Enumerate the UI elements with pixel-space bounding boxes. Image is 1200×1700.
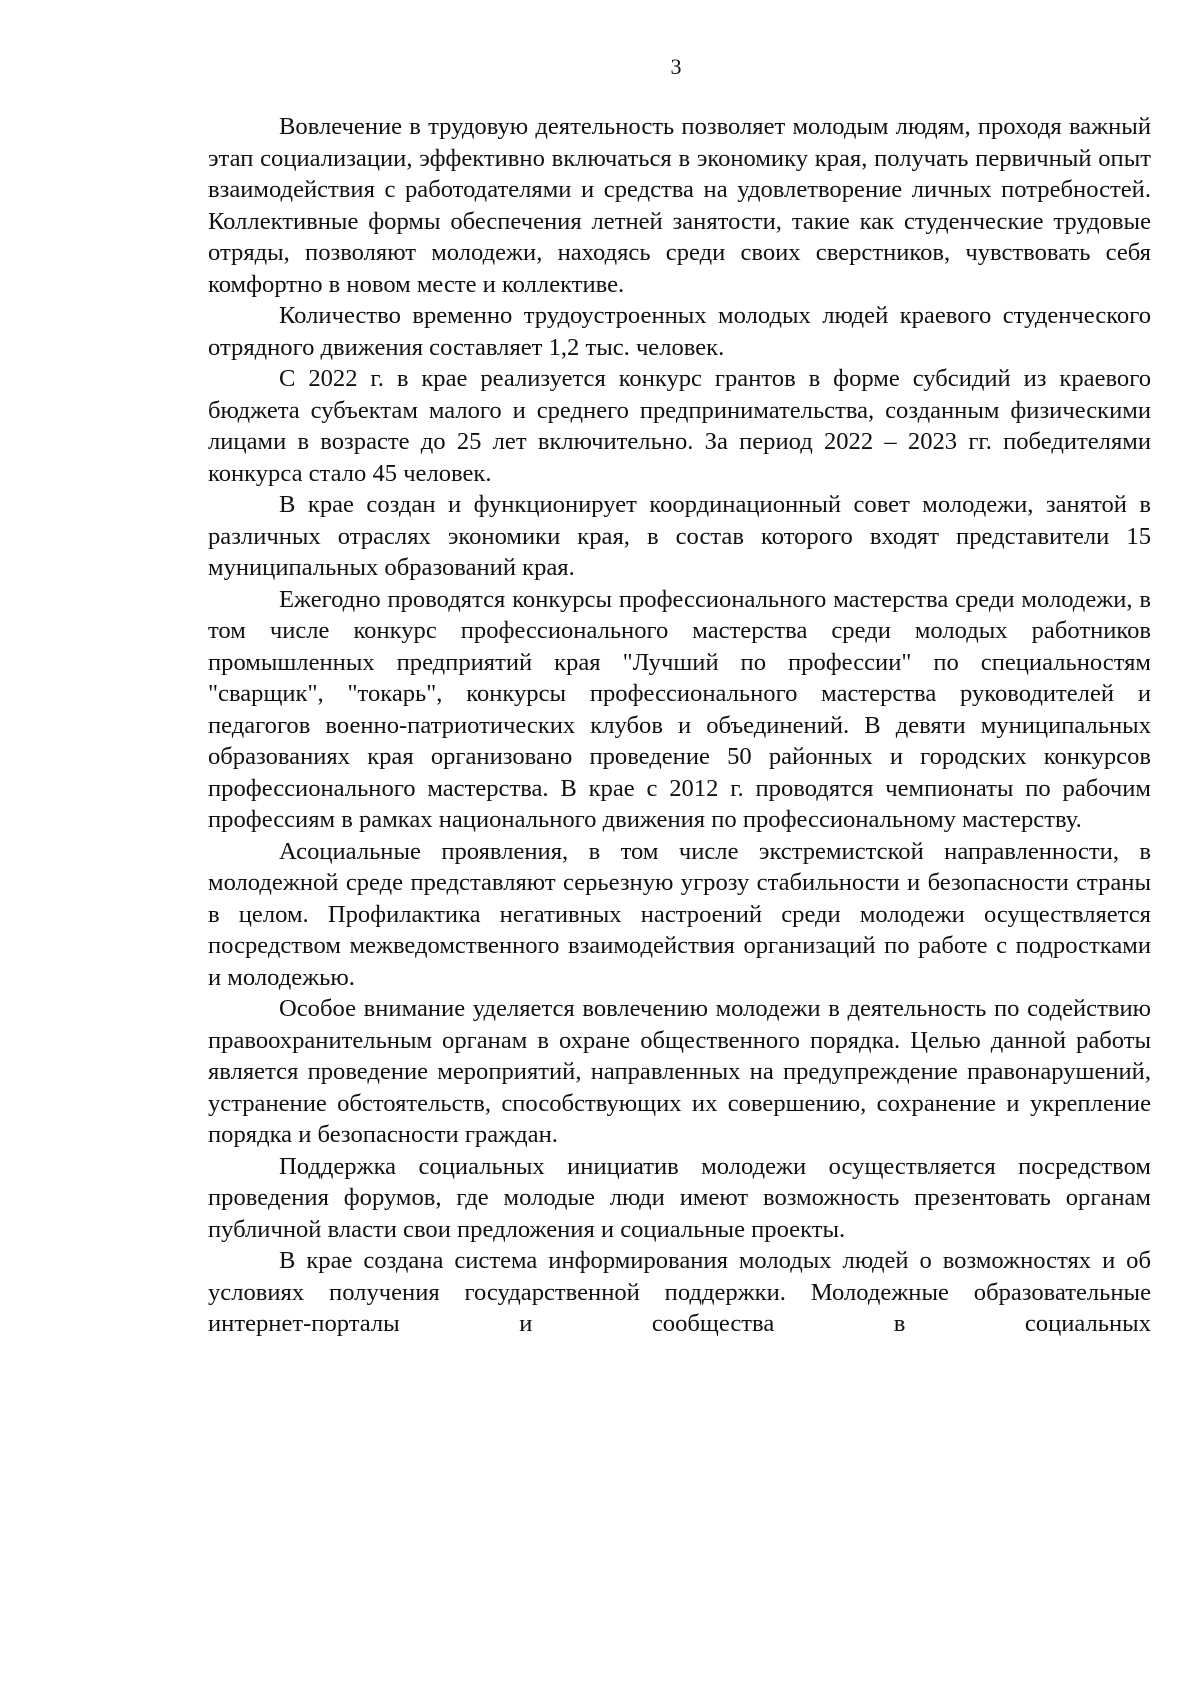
paragraph-professional-contests: Ежегодно проводятся конкурсы профессионального мастерства среди молодежи, в том числе конкурс профессионального мастерства среди молодых работников промышленных предприятий края "Лучший по профессии" по специальностям "сварщик", "токарь", конкурсы профессионального мастерства руководителей и педагогов военно-патриотических клубов и объединений. В девяти муниципальных образованиях края организовано проведение 50 районных и городских конкурсов профессионального мастерства. В крае с 2012 г. проводятся чемпионаты по рабочим профессиям в рамках национального движения по профессиональному мастерству. xyxy=(208,585,1151,833)
document-body xyxy=(208,111,1151,1340)
paragraph-coordination-council: В крае создан и функционирует координационный совет молодежи, занятой в различных отраслях экономики края, в состав которого входят представители 15 муниципальных образований края. xyxy=(208,491,1151,581)
paragraph-asocial-prevention: Асоциальные проявления, в том числе экстремистской направленности, в молодежной среде представляют серьезную угрозу стабильности и безопасности страны в целом. Профилактика негативных настроений среди молодежи осуществляется посредством межведомственного взаимодействия организаций по работе с подростками и молодежью. xyxy=(208,837,1151,991)
paragraph-grants: С 2022 г. в крае реализуется конкурс грантов в форме субсидий из краевого бюджета субъектам малого и среднего предпринимательства, созданным физическими лицами в возрасте до 25 лет включительно. За период 2022 – 2023 гг. победителями конкурса стало 45 человек. xyxy=(208,365,1151,487)
paragraph-public-order: Особое внимание уделяется вовлечению молодежи в деятельность по содействию правоохранительным органам в охране общественного порядка. Целью данной работы является проведение мероприятий, направленных на предупреждение правонарушений, устранение обстоятельств, способствующих их совершению, сохранение и укрепление порядка и безопасности граждан. xyxy=(208,995,1151,1148)
paragraph-employment: Вовлечение в трудовую деятельность позволяет молодым людям, проходя важный этап социализации, эффективно включаться в экономику края, получать первичный опыт взаимодействия с работодателями и средства на удовлетворение личных потребностей. Коллективные формы обеспечения летней занятости, такие как студенческие трудовые отряды, позволяют молодежи, находясь среди своих сверстников, чувствовать себя комфортно в новом месте и коллективе. xyxy=(208,113,1151,298)
paragraph-information-system: В крае создана система информирования молодых людей о возможностях и об условиях получения государственной поддержки. Молодежные образовательные интернет-порталы и сообщества в социальных xyxy=(208,1247,1151,1337)
page-number: 3 xyxy=(670,54,682,79)
paragraph-student-brigades: Количество временно трудоустроенных молодых людей краевого студенческого отрядного движения составляет 1,2 тыс. человек. xyxy=(208,302,1151,361)
paragraph-social-initiatives: Поддержка социальных инициатив молодежи осуществляется посредством проведения форумов, где молодые люди имеют возможность презентовать органам публичной власти свои предложения и социальные проекты. xyxy=(208,1152,1151,1243)
